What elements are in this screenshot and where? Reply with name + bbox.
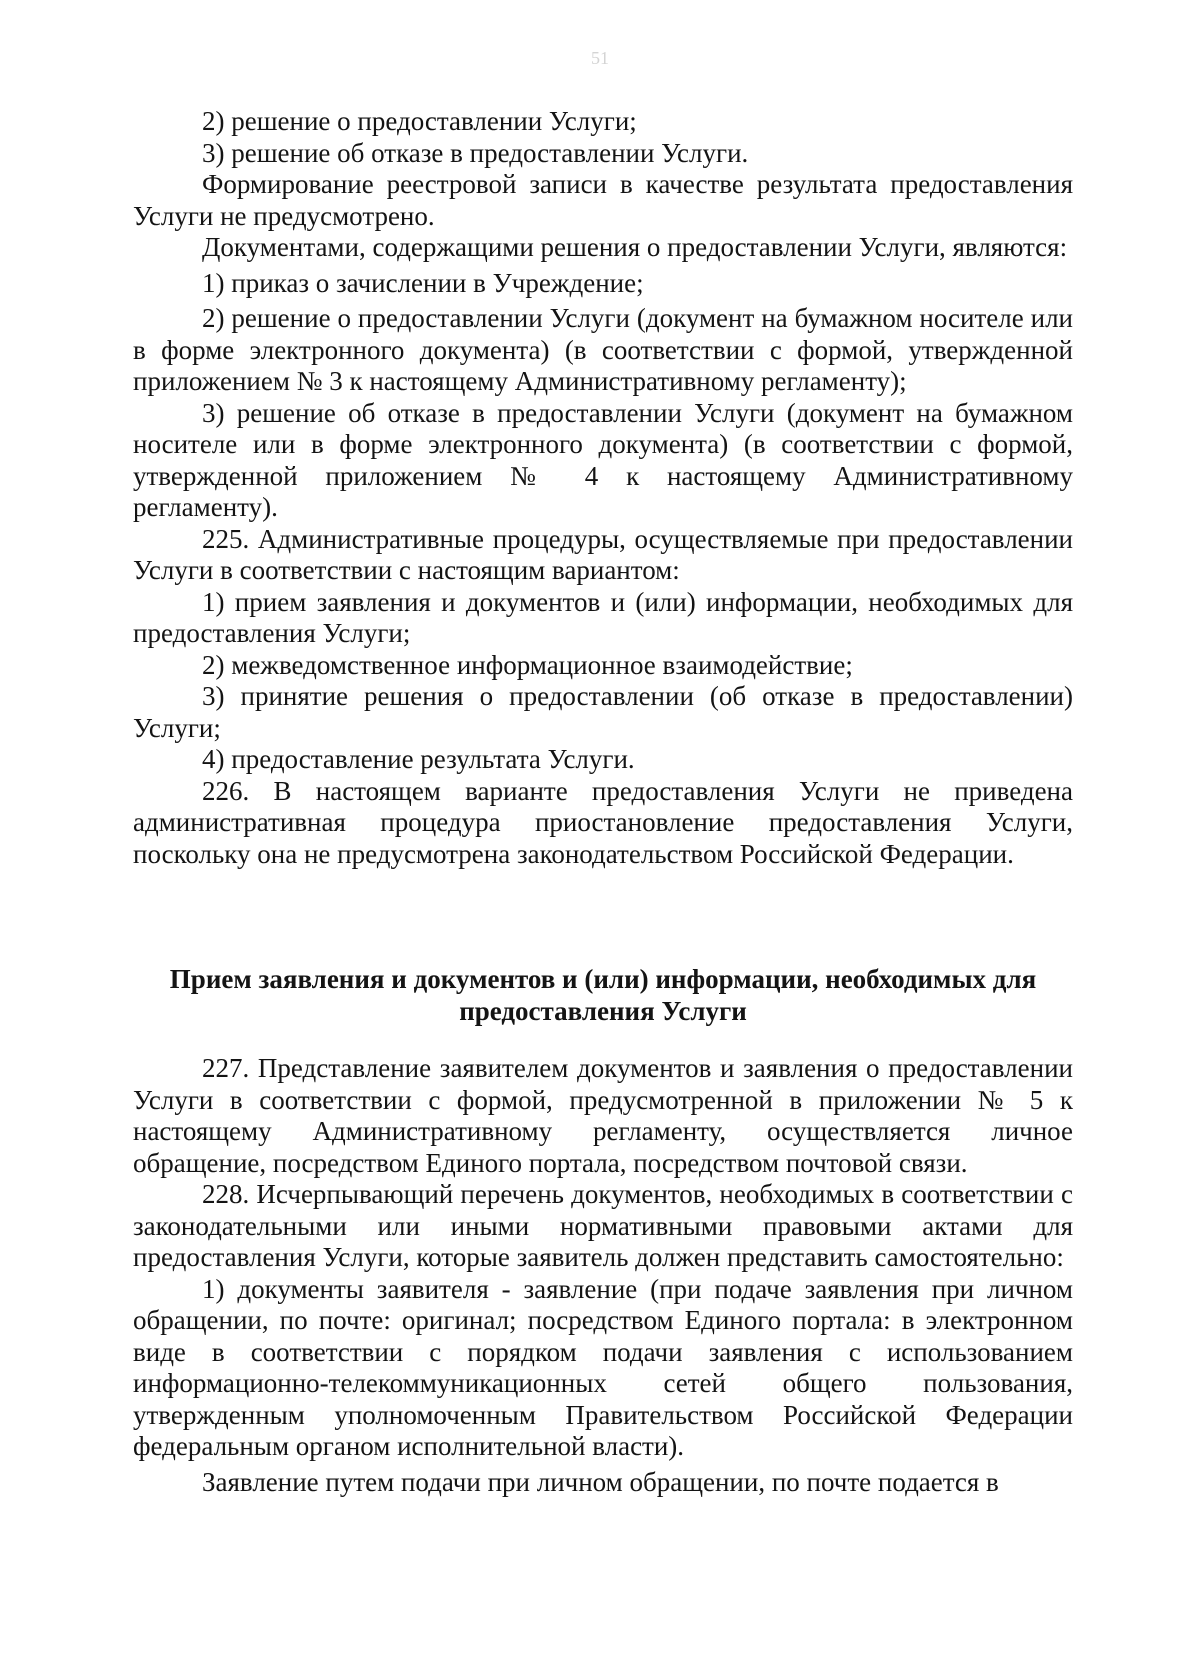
paragraph: 2) решение о предоставлении Услуги; bbox=[202, 106, 637, 136]
paragraph: Документами, содержащими решения о предоставлении Услуги, являются: bbox=[202, 232, 1068, 262]
paragraph: 2) межведомственное информационное взаимодействие; bbox=[202, 649, 853, 680]
paragraph: 3) решение об отказе в предоставлении Услуги. bbox=[202, 137, 749, 168]
paragraph: Заявление путем подачи при личном обращении, по почте подается в bbox=[202, 1466, 999, 1497]
paragraph: 2) решение о предоставлении Услуги (документ на бумажном носителе или в форме электронного документа) (в соответствии с формой, утвержденной приложением № 3 к настоящему Административному регламенту); bbox=[133, 303, 1073, 396]
paragraph: 3) решение об отказе в предоставлении Услуги (документ на бумажном носителе или в форме электронного документа) (в соответствии с формой, утвержденной приложением № 4 к настоящему Административному регламенту). bbox=[133, 397, 1073, 522]
section-heading bbox=[133, 963, 1073, 1027]
paragraph: 1) приказ о зачислении в Учреждение; bbox=[202, 267, 644, 298]
document-body-top bbox=[133, 106, 1073, 870]
paragraph: Формирование реестровой записи в качестве результата предоставления Услуги не предусмотрено. bbox=[133, 169, 1073, 231]
paragraph: 1) документы заявителя - заявление (при подаче заявления при личном обращении, по почте: оригинал; посредством Единого портала: в электронном виде в соответствии с порядком подачи заявления с использованием информационно-телекоммуникационных сетей общего пользования, утвержденным уполномоченным Правительством Российской Федерации федеральным органом исполнительной власти). bbox=[133, 1273, 1073, 1461]
section-heading-line: предоставления Услуги bbox=[459, 996, 747, 1026]
paragraph: 227. Представление заявителем документов и заявления о предоставлении Услуги в соответствии с формой, предусмотренной в приложении № 5 к настоящему Административному регламенту, осуществляется личное обращение, посредством Единого портала, посредством почтовой связи. bbox=[133, 1053, 1073, 1178]
paragraph: 226. В настоящем варианте предоставления Услуги не приведена административная процедура приостановление предоставления Услуги, поскольку она не предусмотрена законодательством Российской Федерации. bbox=[133, 775, 1073, 869]
paragraph: 4) предоставление результата Услуги. bbox=[202, 744, 635, 774]
section-heading-line: Прием заявления и документов и (или) информации, необходимых для bbox=[169, 964, 1037, 994]
paragraph: 225. Административные процедуры, осуществляемые при предоставлении Услуги в соответствии с настоящим вариантом: bbox=[133, 523, 1073, 585]
paragraph: 1) прием заявления и документов и (или) информации, необходимых для предоставления Услуги; bbox=[133, 586, 1073, 648]
document-body-bottom bbox=[133, 1053, 1073, 1498]
paragraph: 228. Исчерпывающий перечень документов, необходимых в соответствии с законодательными или иными нормативными правовыми актами для предоставления Услуги, которые заявитель должен представить самостоятельно: bbox=[133, 1179, 1073, 1272]
page-number: 51 bbox=[591, 48, 609, 68]
paragraph: 3) принятие решения о предоставлении (об отказе в предоставлении) Услуги; bbox=[133, 681, 1073, 743]
